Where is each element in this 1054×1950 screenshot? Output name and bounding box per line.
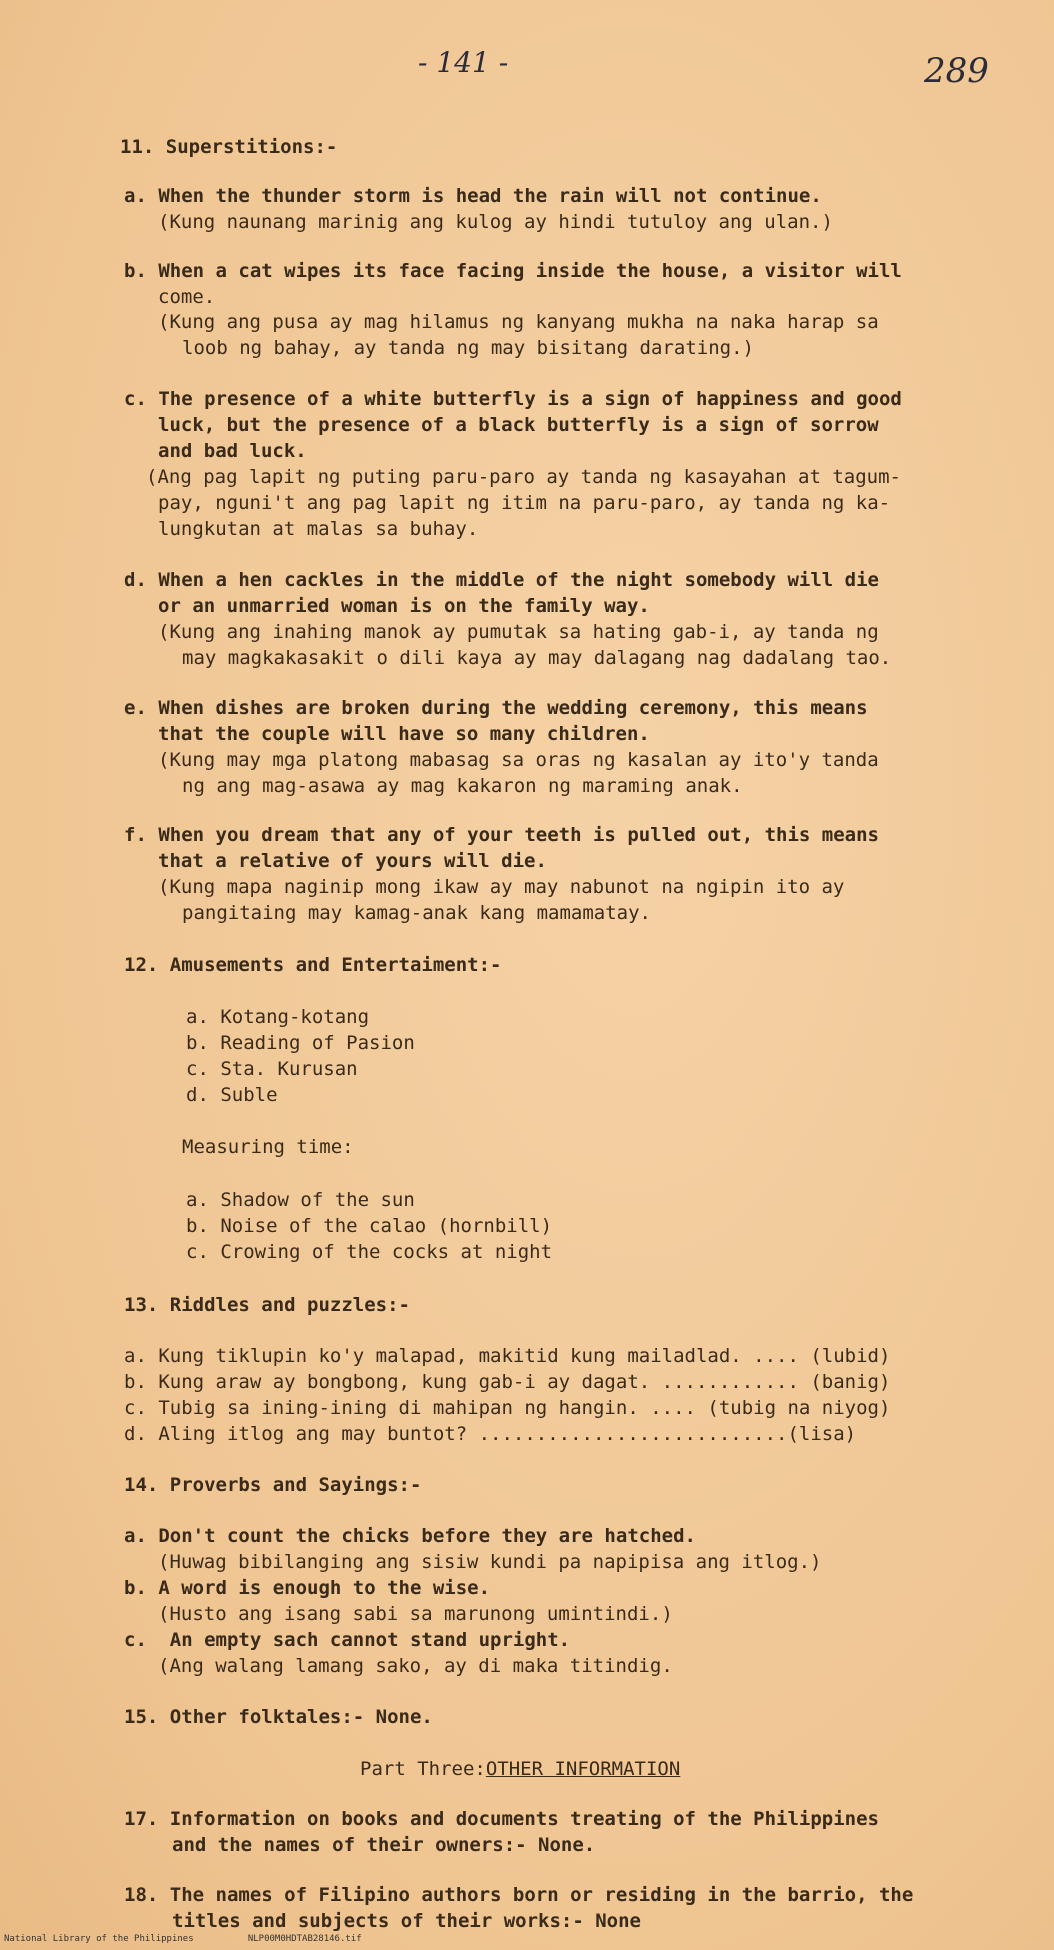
section-11-title: 11. Superstitions:- [120,136,338,158]
s11-c-line1: c. The presence of a white butterfly is a sign of happiness and good [124,388,902,410]
section-14-title: 14. Proverbs and Sayings:- [124,1474,422,1496]
s11-b-line4: loob ng bahay, ay tanda ng may bisitang darating.) [182,337,754,359]
s11-e-line1: e. When dishes are broken during the wedding ceremony, this means [124,697,868,719]
section-18-line1: 18. The names of Filipino authors born or residing in the barrio, the [124,1884,914,1906]
part-three-prefix: Part Three: [360,1758,486,1780]
s12-item-a: a. Kotang-kotang [186,1006,370,1028]
s11-e-line2: that the couple will have so many children. [158,723,650,745]
measuring-time-title: Measuring time: [182,1136,354,1158]
footer-file: NLP00M0HDTAB28146.tif [247,1934,362,1944]
page-number: - 141 - [418,46,509,79]
s11-a-line1: a. When the thunder storm is head the rain will not continue. [124,185,822,207]
s11-f-line2: that a relative of yours will die. [158,850,547,872]
s11-b-line3: (Kung ang pusa ay mag hilamus ng kanyang mukha na naka harap sa [158,311,879,333]
s11-c-line5: pay, nguni't ang pag lapit ng itim na paru-paro, ay tanda ng ka- [158,492,891,514]
measuring-c: c. Crowing of the cocks at night [186,1241,553,1263]
section-13-title: 13. Riddles and puzzles:- [124,1294,410,1316]
s11-c-line6: lungkutan at malas sa buhay. [158,518,479,540]
s11-d-line2: or an unmarried woman is on the family way. [158,595,650,617]
riddle-b: b. Kung araw ay bongbong, kung gab-i ay dagat. ............ (banig) [124,1371,891,1393]
measuring-b: b. Noise of the calao (hornbill) [186,1215,553,1237]
measuring-a: a. Shadow of the sun [186,1189,415,1211]
s14-b-line1: b. A word is enough to the wise. [124,1577,491,1599]
s11-a-line2: (Kung naunang marinig ang kulog ay hindi tutuloy ang ulan.) [158,211,833,233]
s11-e-line4: ng ang mag-asawa ay mag kakaron ng maraming anak. [182,775,743,797]
s14-c-line1: c. An empty sach cannot stand upright. [124,1629,571,1651]
s11-c-line4: (Ang pag lapit ng puting paru-paro ay tanda ng kasayahan at tagum- [146,466,901,488]
s11-d-line1: d. When a hen cackles in the middle of the night somebody will die [124,569,879,591]
section-15: 15. Other folktales:- None. [124,1706,433,1728]
section-17-line1: 17. Information on books and documents treating of the Philippines [124,1808,879,1830]
s11-b-line1: b. When a cat wipes its face facing inside the house, a visitor will [124,260,902,282]
s11-e-line3: (Kung may mga platong mabasag sa oras ng kasalan ay ito'y tanda [158,749,879,771]
riddle-c: c. Tubig sa ining-ining di mahipan ng hangin. .... (tubig na niyog) [124,1397,891,1419]
part-three-title: OTHER INFORMATION [485,1758,681,1780]
section-17-line2: and the names of their owners:- None. [172,1834,596,1856]
corner-number: 289 [924,51,989,91]
riddle-d: d. Aling itlog ang may buntot? ...........................(lisa) [124,1423,857,1445]
s12-item-b: b. Reading of Pasion [186,1032,415,1054]
s11-d-line4: may magkakasakit o dili kaya ay may dalagang nag dadalang tao. [182,647,892,669]
s11-f-line4: pangitaing may kamag-anak kang mamamatay. [182,902,651,924]
s14-a-line2: (Huwag bibilanging ang sisiw kundi pa napipisa ang itlog.) [158,1551,822,1573]
footer-library: National Library of the Philippines [4,1934,194,1944]
s14-c-line2: (Ang walang lamang sako, ay di maka titindig. [158,1655,673,1677]
s11-f-line3: (Kung mapa naginip mong ikaw ay may nabunot na ngipin ito ay [158,876,845,898]
s11-c-line2: luck, but the presence of a black butterfly is a sign of sorrow [158,414,879,436]
s12-item-c: c. Sta. Kurusan [186,1058,358,1080]
section-12-title: 12. Amusements and Entertaiment:- [124,954,502,976]
s11-c-line3: and bad luck. [158,440,307,462]
part-three-heading [360,1756,680,1782]
s12-item-d: d. Suble [186,1084,278,1106]
s11-f-line1: f. When you dream that any of your teeth is pulled out, this means [124,824,879,846]
s11-d-line3: (Kung ang inahing manok ay pumutak sa hating gab-i, ay tanda ng [158,621,879,643]
s14-b-line2: (Husto ang isang sabi sa marunong umintindi.) [158,1603,673,1625]
section-18-line2: titles and subjects of their works:- None [172,1910,641,1932]
footer [4,1934,362,1944]
s11-b-line2: come. [158,286,216,308]
riddle-a: a. Kung tiklupin ko'y malapad, makitid kung mailadlad. .... (lubid) [124,1345,891,1367]
s14-a-line1: a. Don't count the chicks before they are hatched. [124,1525,696,1547]
